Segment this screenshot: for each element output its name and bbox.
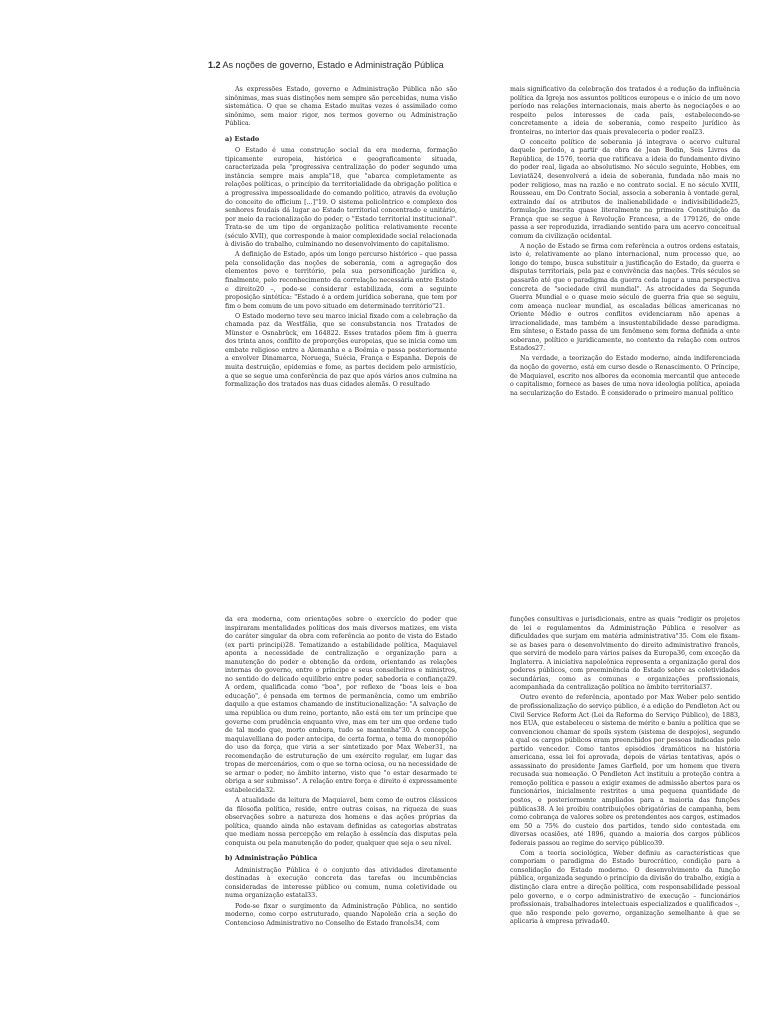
paragraph: A atualidade da leitura de Maquiavel, bem como de outros clássicos da filosofia política, reside, entre outras coisas, na riqueza de suas observações sobre a natureza dos homens e das ações próprias da política, quando ainda não estavam definidas as categorias abstratas que mediam nossa percepção em relação à essência das disputas pela conquista ou pela manutenção do poder, qualquer que seja o seu nível. — [225, 796, 457, 847]
paragraph: funções consultivas e jurisdicionais, entre as quais "redigir os projetos de lei e regulamentos da Administração Pública e resolver as dificuldades que surjam em matéria administrativa"35. Com ele fixam-se as bases para o desenvolvimento do direito administrativo francês, que servirá de modelo para vários países da Europa36, com exceção da Inglaterra. A iniciativa napoleônica representa a organização geral dos poderes públicos, com preeminência do Estado sobre as coletividades secundárias, como as comunas e organizações profissionais, acompanhada da centralização política no âmbito territorial37. — [510, 616, 740, 692]
paragraph: As expressões Estado, governo e Administração Pública não são sinônimas, mas suas distinções nem sempre são percebidas, numa visão sistemática. O que se chama Estado muitas vezes é assimilado como sinônimo, sem maior rigor, nos termos governo ou Administração Pública. — [225, 86, 457, 128]
text-column-1 — [225, 86, 458, 389]
paragraph: Com a teoria sociológica, Weber definiu as características que comporiam o paradigma do Estado burocrático, condição para a consolidação do Estado moderno. O desenvolvimento da função pública, organizada segundo o princípio da divisão do trabalho, exigia a distinção clara entre a direção política, com responsabilidade pessoal pelo governo, e o corpo administrativo de execução – funcionários profissionais, trabalhadores intelectuais especializados e qualificados –, que não responde pelo governo, organização semelhante à que se aplicaria à empresa privada40. — [510, 849, 740, 926]
paragraph: Pode-se fixar o surgimento da Administração Pública, no sentido moderno, como corpo estruturado, quando Napoleão cria a seção do Contencioso Administrativo no Conselho de Estado francês34, com — [225, 902, 457, 927]
paragraph: O Estado moderno teve seu marco inicial fixado com a celebração da chamada paz da Westfália, que se consubstancia nos Tratados de Münster e Osnabrück, em 164822. Esses tratados põem fim à guerra dos trinta anos, conflito de proporções europeias, que se inicia como um embate religioso entre a Alemanha e a Boêmia e passa posteriormente a envolver Dinamarca, Noruega, Suécia, França e Espanha. Depois de muita destruição, epidemias e fome, as partes decidem pelo armistício, a que se segue uma conferência de paz que após vários anos culmina na formalização dos tratados nas duas cidades alemãs. O resultado — [225, 312, 458, 389]
section-title — [208, 60, 444, 70]
section-title-text: As noções de governo, Estado e Administração Pública — [222, 60, 444, 70]
text-column-3 — [225, 616, 457, 1014]
paragraph: O conceito político de soberania já integrava o acervo cultural daquele período, a partir da obra de Jean Bodin, Seis Livros da República, de 1576, teoria que ratificava a ideia do fundamento divino do poder real, ligada ao absolutismo. No século seguinte, Hobbes, em Leviatã24, desenvolverá a ideia de soberania, fundada não mais no poder religioso, mas na razão e no contrato social. E no século XVIII, Rousseau, em Do Contrato Social, associa a soberania à vontade geral, extraindo daí os atributos de inalienabilidade e indivisibilidade25, formulação inscrita quase literalmente na primeira Constituição da França que se segue à Revolução Francesa, a de 179126, de onde passa a ser reproduzida, irradiando sentido para um acervo conceitual comum da civilização ocidental. — [510, 138, 740, 240]
paragraph: Outro evento de referência, apontado por Max Weber pelo sentido de profissionalização do serviço público, é a edição do Pendleton Act ou Civil Service Reform Act (Lei da Reforma do Serviço Público), de 1883, nos EUA, que estabeleceu o sistema de mérito e baniu a política que se convencionou chamar de spoils system (sistema de despojos), segundo a qual os cargos públicos eram preenchidos por pessoas indicadas pelo partido vencedor. Como tantos episódios dramáticos na história americana, essa lei foi aprovada, depois de várias tentativas, após o assassinato do presidente James Garfield, por um homem que tivera recusada sua nomeação. O Pendleton Act instituiu a proteção contra a remoção política e passou a exigir exames de admissão abertos para os funcionários, inicialmente restritos a uma pequena quantidade de postos, e posteriormente ampliados para a maioria das funções públicas38. A lei proibiu contribuições obrigatórias de campanha, bem como cobrança de valores sobre os pretendentes aos cargos, estimados em 50 a 75% do custeio dos partidos, tendo sido contestada em diversas ocasiões, até 1896, quando a maioria dos cargos públicos federais passou ao regime do serviço público39. — [510, 694, 740, 847]
paragraph: mais significativo da celebração dos tratados é a redução da influência política da Igreja nos assuntos políticos europeus e o início de um novo período nas relações internacionais, mais aberto às negociações e ao respeito pelos interesses de cada país, estabelecendo-se concretamente a ideia de soberania, como respeito jurídico às fronteiras, no interior das quais prevaleceria o poder real23. — [510, 86, 740, 136]
section-number: 1.2 — [208, 60, 221, 70]
paragraph: Administração Pública é o conjunto das atividades diretamente destinadas à execução concreta das tarefas ou incumbências consideradas de interesse público ou comum, numa coletividade ou numa organização estatal33. — [225, 866, 457, 900]
text-column-2 — [510, 86, 740, 404]
text-column-4 — [510, 616, 740, 1014]
paragraph: A definição de Estado, após um longo percurso histórico – que passa pela consolidação das noções de soberania, com a agregação dos elementos povo e território, pela sua personificação jurídica e, finalmente, pelo reconhecimento da correlação necessária entre Estado e direito20 –, pode-se considerar estabilizada, com a seguinte proposição sintética: "Estado é a ordem jurídica soberana, que tem por fim o bem comum de um povo situado em determinado território"21. — [225, 251, 457, 310]
paragraph: Na verdade, a teorização do Estado moderno, ainda indiferenciada da noção de governo, está em curso desde o Renascimento. O Príncipe, de Maquiavel, escrito nos albores da economia mercantil que antecede o capitalismo, fornece as bases de uma nova ideologia política, apoiada na secularização do Estado. É considerado o primeiro manual político — [510, 355, 740, 397]
subheading-estado: a) Estado — [225, 134, 260, 143]
paragraph: da era moderna, com orientações sobre o exercício do poder que inspiraram mentalidades políticas dos mais diversos matizes, em vista do caráter singular da obra com referência ao ponto de vista do Estado (ex parti principi)28. Tematizando a estabilidade política, Maquiavel aponta a necessidade de centralização e organização para a manutenção do poder e obtenção da ordem, orientando as relações internas do governo, entre o príncipe e seus conselheiros e ministros, no sentido do delicado equilíbrio entre poder, sabedoria e confiança29. A ordem, qualificada como "boa", por reflexo de "boas leis e boa educação", é pensada em termos de permanência, como um embrião daquilo a que estamos chamando de institucionalização: "A salvação de uma república ou dum reino, portanto, não está em ter um príncipe que governe com prudência enquanto vive, mas em ter um que ordene tudo de tal modo que, morto embora, tudo se mantenha"30. A concepção maquiavelliana do poder antecipa, de certa forma, o tema do monopólio do uso da força, que viria a ser sintetizado por Max Weber31, na recomendação de estruturação de um exército regular, em lugar das tropas de mercenários, com o que se torna ociosa, ou na necessidade de se armar o poder, no âmbito interno, visto que "o estar desarmado te obriga a ser submisso". A relação entre força e direito é expressamente estabelecida32. — [225, 616, 457, 794]
subheading-administracao-publica: b) Administração Pública — [225, 854, 318, 863]
paragraph: A noção de Estado se firma com referência a outros ordens estatais, isto é, relativamente ao plano internacional, num processo que, ao longo do tempo, busca substituir a justificação do Estado, da guerra e disputas territoriais, pela paz e convivência das nações. Três séculos se passarão até que o paradigma da guerra ceda lugar a uma perspectiva concreta de "sociedade civil mundial". As atrocidades da Segunda Guerra Mundial e o quase meio século de guerra fria que se seguiu, com ameaça nuclear mundial, as escaladas bélicas americanas no Oriente Médio e outros conflitos evidenciaram não apenas a irracionalidade, mas também a insustentabilidade desse paradigma. Em síntese, o Estado passa de um fenômeno sem forma definida a ente soberano, político e juridicamente, no contexto da relação com outros Estados27. — [510, 242, 740, 353]
paragraph: O Estado é uma construção social da era moderna, formação tipicamente europeia, histórica e geograficamente situada, caracterizada pela "progressiva centralização do poder segundo uma instância sempre mais ampla"18, que "abarca completamente as relações políticas, o princípio da territorialidade da obrigação política e a progressiva impessoalidade do comando político, através da evolução do conceito de officium [...]"19. O sistema policêntrico e complexo dos senhores feudais dá lugar ao Estado territorial concentrado e unitário, por meio da racionalização do poder, o "Estado territorial institucional". Trata-se de um tipo de organização política relativamente recente (século XVII), que corresponde à maior complexidade social relacionada à divisão do trabalho, culminando no desenvolvimento do capitalismo. — [225, 147, 457, 249]
